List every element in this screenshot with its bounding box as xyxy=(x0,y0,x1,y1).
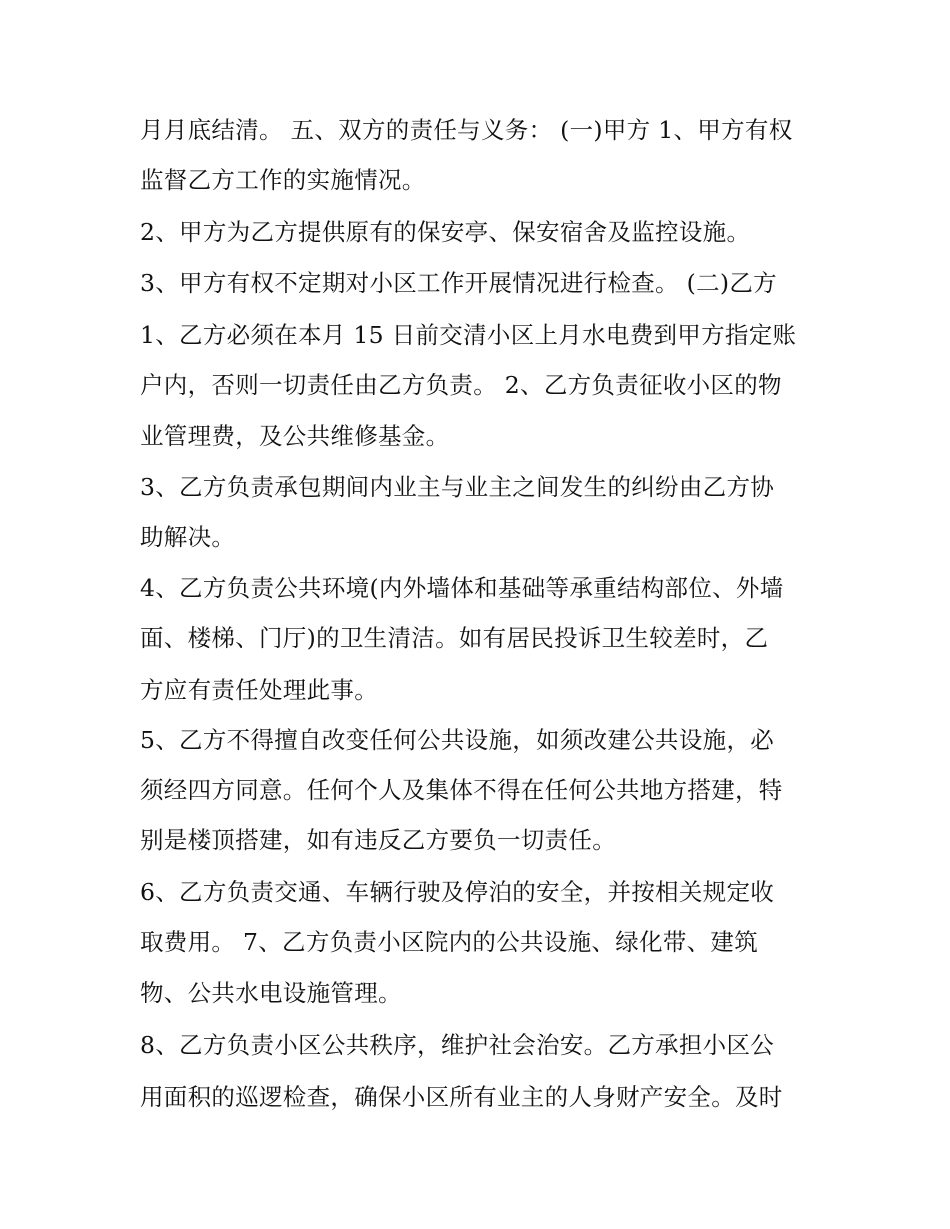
text-line: 取费用。 7、乙方负责小区院内的公共设施、绿化带、建筑 xyxy=(140,928,759,956)
text-line: 1、乙方必须在本月 15 日前交清小区上月水电费到甲方指定账 xyxy=(140,321,797,349)
text-line: 面、楼梯、门厅)的卫生清洁。如有居民投诉卫生较差时，乙 xyxy=(140,624,769,652)
text-line: 用面积的巡逻检查，确保小区所有业主的人身财产安全。及时 xyxy=(140,1083,783,1111)
text-line: 物、公共水电设施管理。 xyxy=(140,979,402,1007)
text-line: 业管理费，及公共维修基金。 xyxy=(140,422,450,450)
text-line: 8、乙方负责小区公共秩序，维护社会治安。乙方承担小区公 xyxy=(140,1031,775,1059)
text-line: 5、乙方不得擅自改变任何公共设施，如须改建公共设施，必 xyxy=(140,726,775,754)
text-line: 3、乙方负责承包期间内业主与业主之间发生的纠纷由乙方协 xyxy=(140,473,775,501)
text-line: 方应有责任处理此事。 xyxy=(140,676,378,704)
text-line: 须经四方同意。任何个人及集体不得在任何公共地方搭建，特 xyxy=(140,776,783,804)
text-line: 别是楼顶搭建，如有违反乙方要负一切责任。 xyxy=(140,826,616,854)
text-line: 监督乙方工作的实施情况。 xyxy=(140,166,426,194)
text-line: 户内，否则一切责任由乙方负责。 2、乙方负责征收小区的物 xyxy=(140,371,782,399)
text-line: 助解决。 xyxy=(140,523,236,551)
text-line: 3、甲方有权不定期对小区工作开展情况进行检查。 (二)乙方 xyxy=(140,269,777,297)
text-line: 4、乙方负责公共环境(内外墙体和基础等承重结构部位、外墙 xyxy=(140,574,784,602)
text-line: 6、乙方负责交通、车辆行驶及停泊的安全，并按相关规定收 xyxy=(140,878,775,906)
text-line: 2、甲方为乙方提供原有的保安亭、保安宿舍及监控设施。 xyxy=(140,218,751,246)
text-line: 月月底结清。 五、双方的责任与义务： (一)甲方 1、甲方有权 xyxy=(140,116,793,144)
